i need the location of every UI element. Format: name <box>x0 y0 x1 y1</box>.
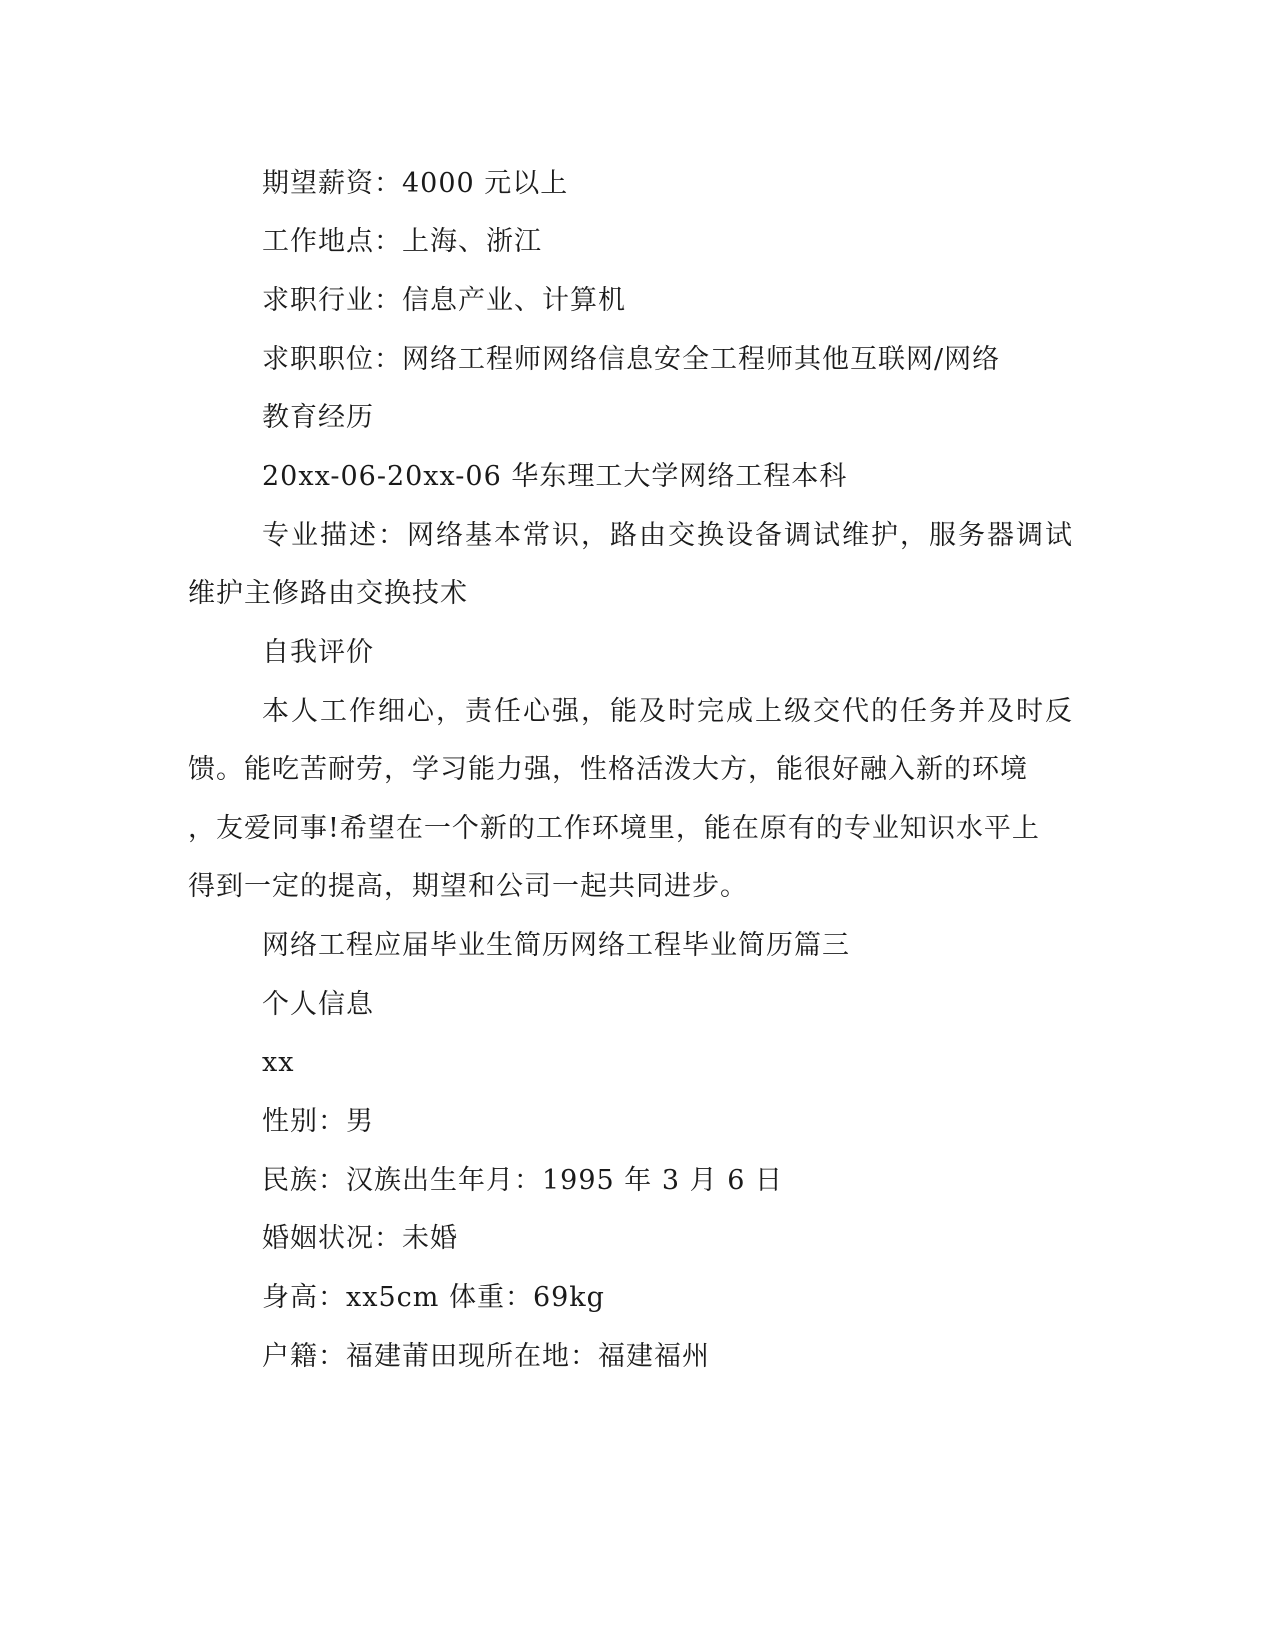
education-entry: 20xx-06-20xx-06 华东理工大学网络工程本科 <box>262 461 848 492</box>
marital-status-line: 婚姻状况：未婚 <box>262 1223 458 1254</box>
industry-line: 求职行业：信息产业、计算机 <box>262 285 626 316</box>
major-description-line: 专业描述：网络基本常识，路由交换设备调试维护，服务器调试 <box>262 520 1074 551</box>
position-line: 求职职位：网络工程师网络信息安全工程师其他互联网/网络 <box>262 344 1001 375</box>
self-evaluation-heading: 自我评价 <box>262 637 374 668</box>
name-line: xx <box>262 1047 295 1078</box>
residence-line: 户籍：福建莆田现所在地：福建福州 <box>262 1341 710 1372</box>
self-evaluation-paragraph-line-4: 得到一定的提高，期望和公司一起共同进步。 <box>188 871 748 902</box>
self-evaluation-paragraph-line-1: 本人工作细心，责任心强，能及时完成上级交代的任务并及时反 <box>262 696 1074 727</box>
height-weight-line: 身高：xx5cm 体重：69kg <box>262 1282 605 1313</box>
self-evaluation-paragraph-line-3: ，友爱同事!希望在一个新的工作环境里，能在原有的专业知识水平上 <box>188 813 1040 844</box>
resume-section-title: 网络工程应届毕业生简历网络工程毕业简历篇三 <box>262 930 850 961</box>
work-location-line: 工作地点：上海、浙江 <box>262 226 542 257</box>
ethnicity-birthdate-line: 民族：汉族出生年月：1995 年 3 月 6 日 <box>262 1165 783 1196</box>
self-evaluation-paragraph-line-2: 馈。能吃苦耐劳，学习能力强，性格活泼大方，能很好融入新的环境 <box>188 754 1028 785</box>
expected-salary-line: 期望薪资：4000 元以上 <box>262 168 569 199</box>
education-heading: 教育经历 <box>262 402 374 433</box>
major-description-continuation: 维护主修路由交换技术 <box>188 578 468 609</box>
personal-info-heading: 个人信息 <box>262 989 374 1020</box>
gender-line: 性别：男 <box>262 1106 374 1137</box>
